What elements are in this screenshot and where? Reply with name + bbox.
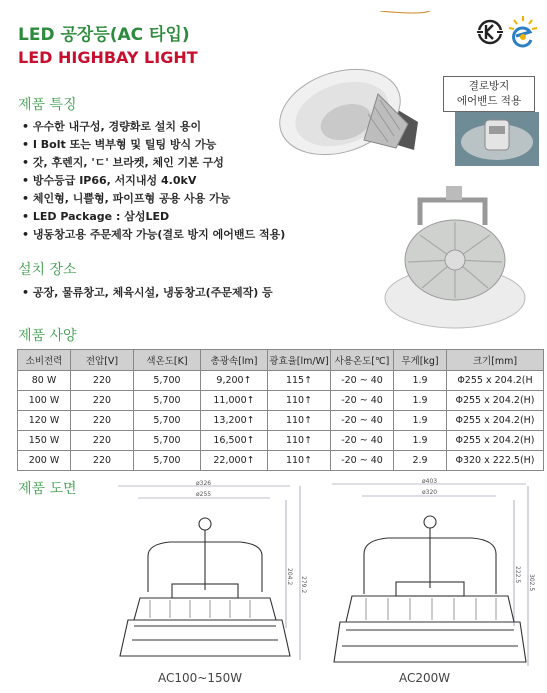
cell: 200 W [18,451,71,471]
cell: 150 W [18,431,71,451]
cell: 120 W [18,411,71,431]
specs-heading: 제품 사양 [18,328,77,344]
spec-table [17,349,544,471]
cell: 220 [71,411,134,431]
cell: -20 ~ 40 [331,391,394,411]
dim-h2: 302.5 [528,574,535,592]
features-heading: 제품 특징 [18,97,77,113]
product-photo-bracket [380,180,530,334]
feature-item: • 체인형, 니쁠형, 파이프형 공용 사용 가능 [22,190,285,208]
cell: 13,200↑ [201,411,268,431]
cell: Φ255 x 204.2(H [447,371,544,391]
cell: 5,700 [134,411,201,431]
spec-header-row [18,350,544,371]
cell: 1.9 [394,371,447,391]
feature-item: • 우수한 내구성, 경량화로 설치 용이 [22,118,285,136]
cell: 110↑ [268,431,331,451]
feature-item: • 방수등급 IP66, 서지내성 4.0kV [22,172,285,190]
dim-outer: ø326 [196,480,212,487]
cell: -20 ~ 40 [331,431,394,451]
feature-item: • I Bolt 또는 벽부형 및 틸팅 방식 가능 [22,136,285,154]
cell: 11,000↑ [201,391,268,411]
table-row [18,451,544,471]
cell: 1.9 [394,391,447,411]
cell: 5,700 [134,431,201,451]
dim-inner: ø320 [422,489,438,496]
col-header: 크기[mm] [447,350,544,371]
cell: 220 [71,451,134,471]
cell: 220 [71,371,134,391]
table-row [18,431,544,451]
cell: 110↑ [268,411,331,431]
dim-h2: 279.2 [300,576,307,594]
dim-h1: 204.2 [286,568,293,586]
table-row [18,371,544,391]
air-band-photo [455,112,539,170]
table-row [18,411,544,431]
install-text: • 공장, 물류창고, 체육시설, 냉동창고(주문제작) 등 [22,286,273,299]
cell: 2.9 [394,451,447,471]
cell: Φ255 x 204.2(H) [447,431,544,451]
cell: Φ255 x 204.2(H) [447,391,544,411]
table-row [18,391,544,411]
cell: 5,700 [134,371,201,391]
cell: 80 W [18,371,71,391]
cell: 9,200↑ [201,371,268,391]
drawing-ac200 [326,476,536,674]
col-header: 전압[V] [71,350,134,371]
label-line: 결로방지 [468,80,510,92]
drawing-caption-right: AC200W [399,671,451,685]
cell: Φ255 x 204.2(H) [447,411,544,431]
energy-efficiency-icon [506,14,540,56]
cell: -20 ~ 40 [331,411,394,431]
page-title: LED 공장등(AC 타입) [18,25,190,45]
cell: 5,700 [134,451,201,471]
label-line: 에어밴드 적용 [456,95,522,107]
cell: 110↑ [268,451,331,471]
col-header: 색온도[K] [134,350,201,371]
col-header: 소비전력 [18,350,71,371]
col-header: 광효율[lm/W] [268,350,331,371]
cell: Φ320 x 222.5(H) [447,451,544,471]
cell: 110↑ [268,391,331,411]
col-header: 무게[kg] [394,350,447,371]
col-header: 총광속[lm] [201,350,268,371]
cell: 16,500↑ [201,431,268,451]
feature-item: • LED Package : 삼성LED [22,208,285,226]
cell: 115↑ [268,371,331,391]
anti-condensation-label [443,76,535,112]
install-heading: 설치 장소 [18,262,77,278]
cell: -20 ~ 40 [331,451,394,471]
drawings-heading: 제품 도면 [18,481,77,497]
drawing-caption-left: AC100~150W [158,671,243,685]
feature-item: • 냉동창고용 주문제작 가능(결로 방지 에어밴드 적용) [22,226,285,244]
cell: 220 [71,391,134,411]
top-border [0,0,547,3]
page-subtitle: LED HIGHBAY LIGHT [18,48,198,67]
product-photo-main [268,64,438,178]
features-list [22,118,285,244]
kc-certification-icon [474,16,506,52]
dim-h1: 222.5 [514,566,521,584]
cell: -20 ~ 40 [331,371,394,391]
cell: 22,000↑ [201,451,268,471]
col-header: 사용온도[℃] [331,350,394,371]
cell: 100 W [18,391,71,411]
dim-outer: ø403 [422,478,438,485]
dim-inner: ø255 [196,491,212,498]
feature-item: • 갓, 후렌지, 'ㄷ' 브라켓, 체인 기본 구성 [22,154,285,172]
drawing-ac100-150 [110,480,310,670]
cell: 5,700 [134,391,201,411]
install-locations: 공장, 물류창고, 체육시설, 냉동창고(주문제작) 등 [32,286,273,299]
cell: 1.9 [394,411,447,431]
cell: 1.9 [394,431,447,451]
cell: 220 [71,431,134,451]
